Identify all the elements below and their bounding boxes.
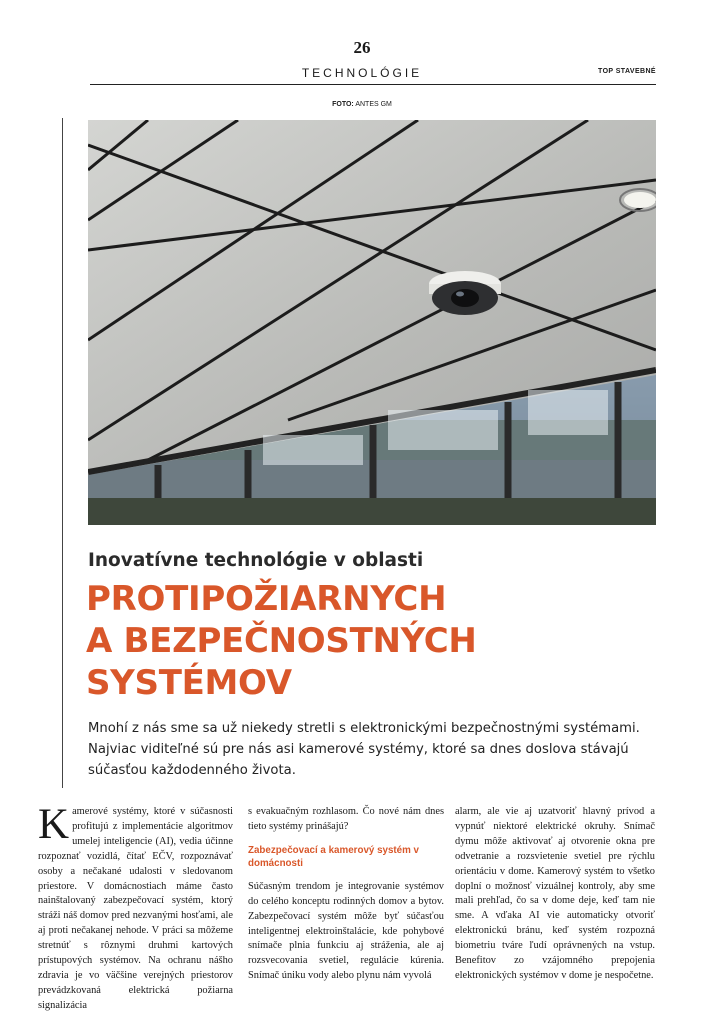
margin-rule — [62, 118, 63, 788]
photo-credit-name: ANTES GM — [353, 101, 392, 108]
magazine-name: TOP STAVEBNÉ — [598, 68, 656, 75]
article-headline — [86, 578, 477, 704]
drop-cap: K — [38, 801, 70, 848]
body-column-1 — [38, 801, 233, 1014]
headline-line: SYSTÉMOV — [86, 663, 292, 703]
body-paragraph: amerové systémy, ktoré v súčasnosti profitujú z implementácie algoritmov umelej inteligencie (AI), vedia účinne rozpoznať vozidlá, čítať EČV, rozpoznávať osoby a nečakané udalosti v sledovanom priestore. V domácnostiach máme často nainštalovaný zabezpečovací systém, ktorý stráži náš domov pred nezvanými hosťami, ale aj proti nečakanej nehode. V práci sa môžeme stretnúť s rôznymi druhmi kartových prístupových systémov. Na ochranu nášho zdravia je vo väčšine verejných priestorov prevádzkovaná elektrická požiarna signalizácia — [38, 806, 233, 1011]
body-paragraph: alarm, ale vie aj uzatvoriť hlavný prívod a vypnúť niektoré elektrické okruhy. Snímač dymu môže aktivovať aj otvorenie okna pre odvetranie a rozsvietenie svetiel pre rýchlu orientáciu v dome. Kamerový systém to všetko doplní o možnosť vizuálnej kontroly, aby sme mali prehľad, čo sa v dome deje, keď tam nie sme. A vďaka AI vie automaticky otvoriť elektronickú bránu, keď systém rozpozná biometriu tváre ľudí oprávnených na vstup. Benefitov zo vzájomného prepojenia elektronických systémov v dome je nespočetne. — [455, 806, 655, 981]
section-subhead: Zabezpečovací a kamerový systém v domácnosti — [248, 844, 420, 869]
body-column-3 — [455, 805, 655, 984]
photo-credit — [0, 101, 724, 108]
body-paragraph: Súčasným trendom je integrovanie systémov do celého konceptu rodinných domov a bytov. Zabezpečovací systém môže byť súčasťou inteligentnej elektroinštalácie, kde pohybové snímače plnia funkciu aj stráženia, ale aj rozsvecovania svetiel, regulácie kúrenia. Snímač úniku vody alebo plynu nám vyvolá — [248, 880, 444, 982]
body-column-2 — [248, 805, 444, 984]
page-number: 26 — [353, 38, 371, 57]
section-title: TECHNOLÓGIE — [301, 66, 423, 80]
headline-line: PROTIPOŽIARNYCH — [86, 579, 447, 619]
photo-credit-label: FOTO: — [332, 101, 354, 108]
headline-line: A BEZPEČNOSTNÝCH — [86, 621, 477, 661]
body-paragraph: s evakuačným rozhlasom. Čo nové nám dnes tieto systémy prinášajú? — [248, 806, 444, 832]
article-lead: Mnohí z nás sme sa už niekedy stretli s elektronickými bezpečnostnými systémami. Najviac viditeľné sú pre nás asi kamerové systémy, ktoré sa dnes doslova stávajú súčasťou každodenného života. — [88, 721, 640, 778]
article-photo — [88, 120, 656, 525]
article-kicker: Inovatívne technológie v oblasti — [88, 550, 424, 571]
header-rule — [90, 84, 656, 85]
